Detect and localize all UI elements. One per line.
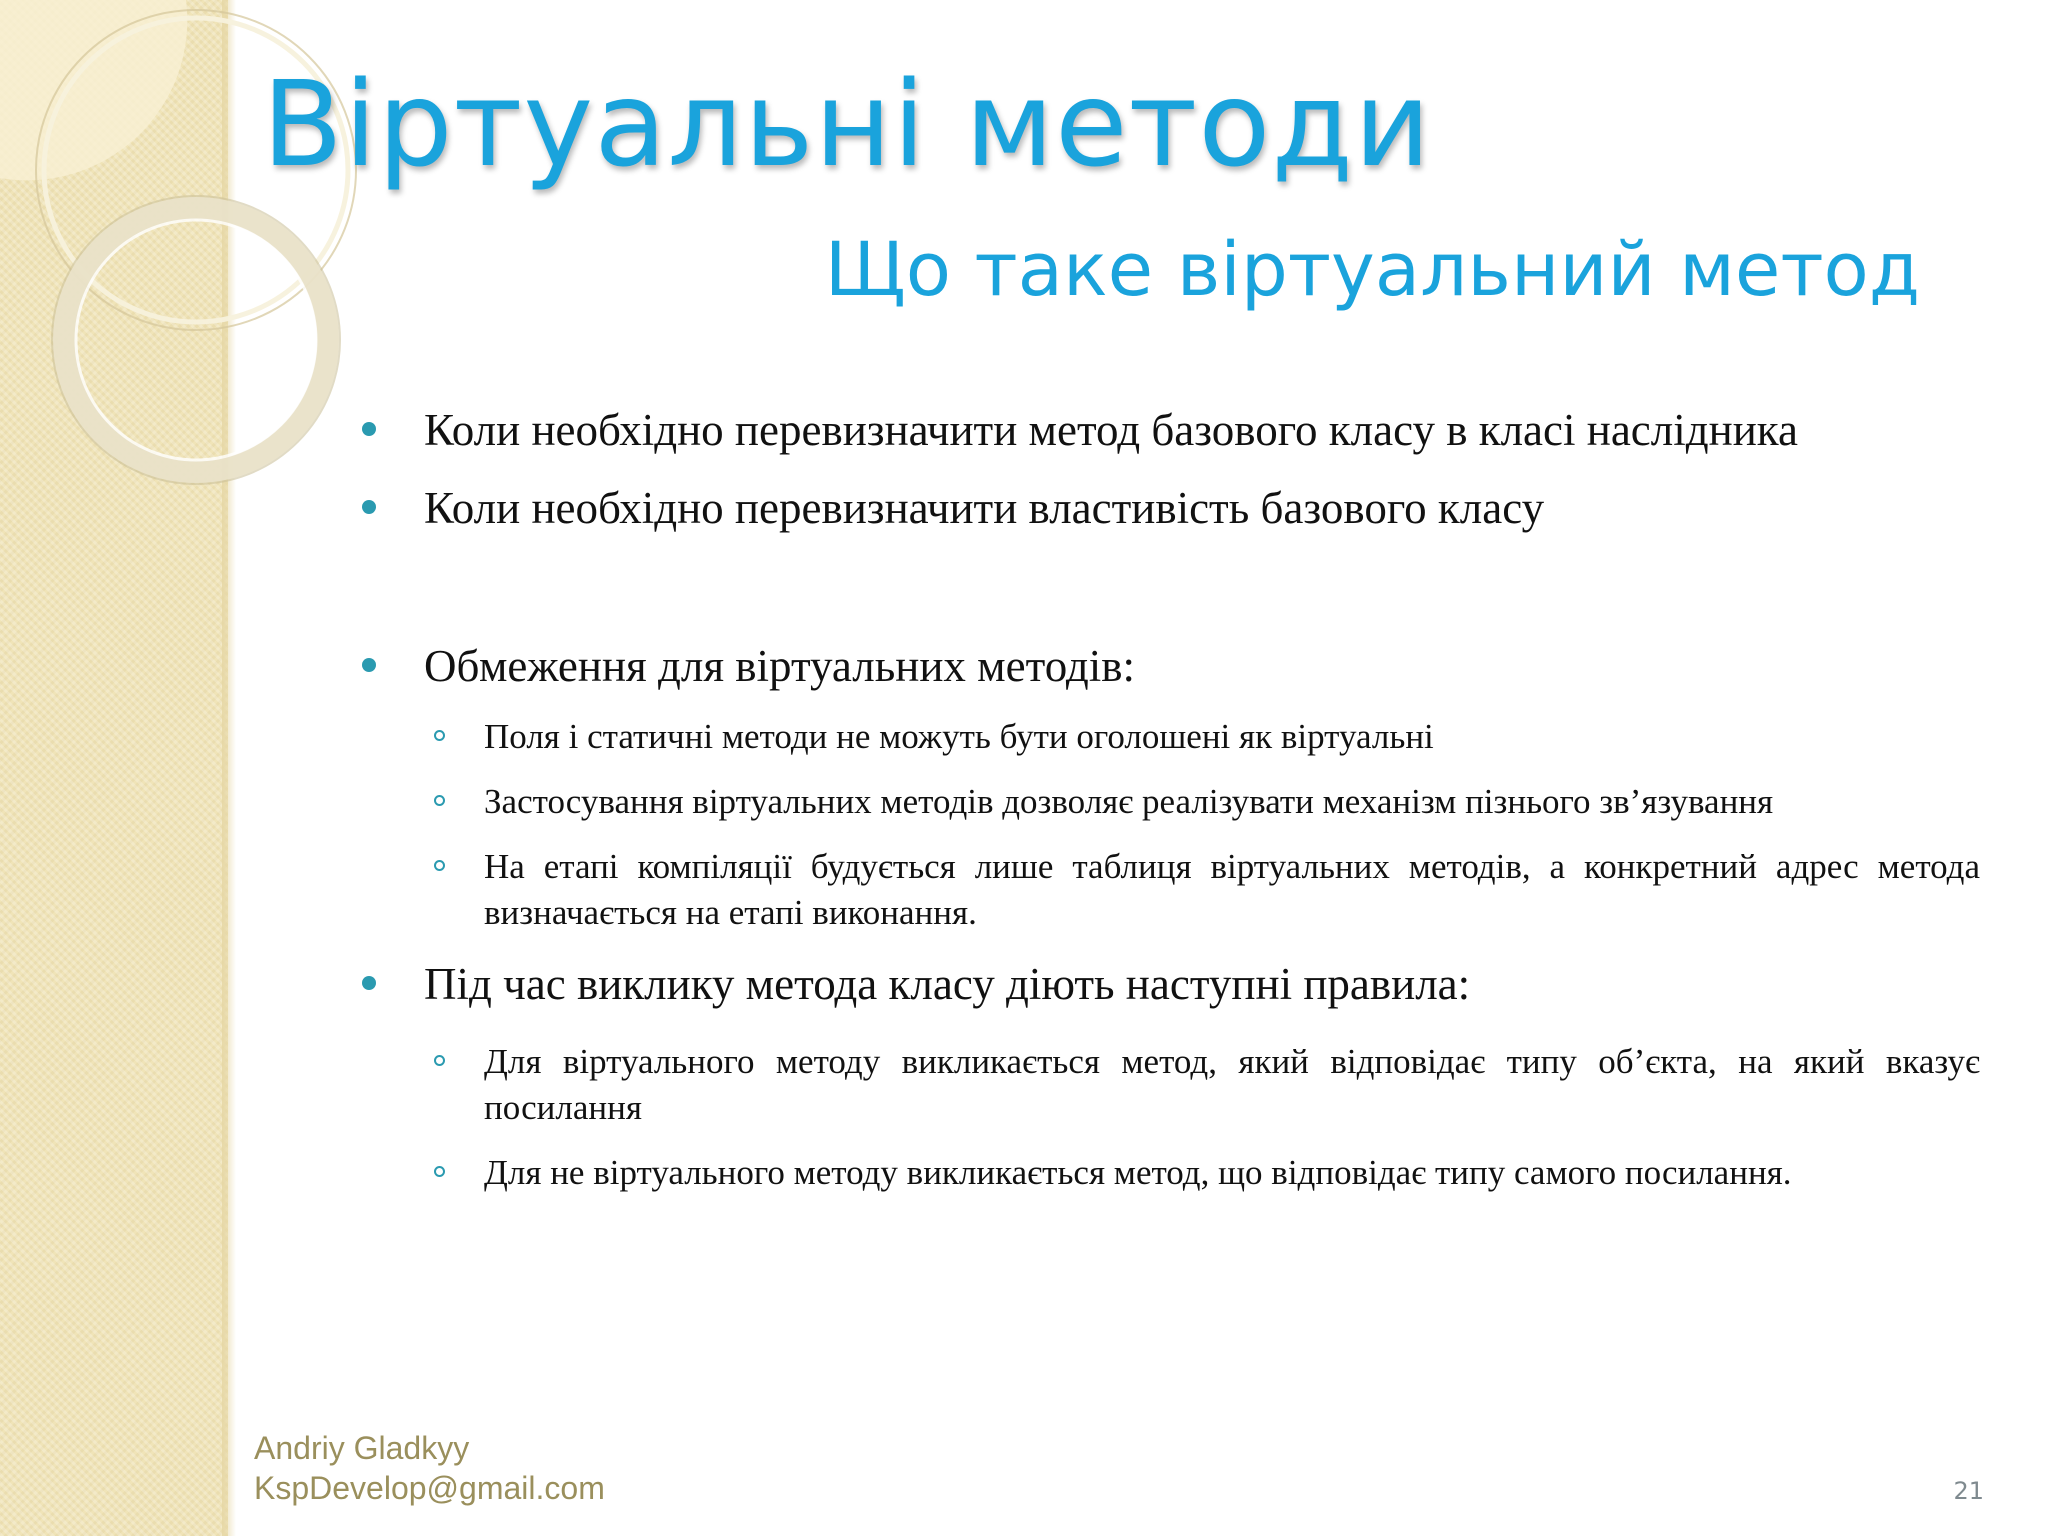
sub-bullet-ring-icon xyxy=(434,730,445,741)
bullet-text: Коли необхідно перевизначити метод базового класу в класі наслідника xyxy=(424,405,1798,455)
slide-title: Віртуальні методи xyxy=(262,55,1432,193)
footer-email: KspDevelop@gmail.com xyxy=(254,1470,605,1506)
bullet-item xyxy=(360,636,1980,696)
sub-bullet-item xyxy=(360,1039,1980,1131)
bullet-item xyxy=(360,954,1980,1014)
sub-bullet-text: На етапі компіляції будується лише таблиця віртуальних методів, а конкретний адрес метода визначається на етапі виконання. xyxy=(484,847,1980,932)
bullet-item xyxy=(360,478,1980,538)
sub-bullet-ring-icon xyxy=(434,795,445,806)
bullet-text: Обмеження для віртуальних методів: xyxy=(424,641,1136,691)
footer-author: Andriy Gladkyy xyxy=(254,1430,470,1466)
bullet-dot-icon xyxy=(362,976,376,990)
bullet-text: Під час виклику метода класу діють наступні правила: xyxy=(424,959,1471,1009)
sub-bullet-text: Для віртуального методу викликається метод, який відповідає типу об’єкта, на який вказує посилання xyxy=(484,1042,1980,1127)
sub-bullet-text: Застосування віртуальних методів дозволяє реалізувати механізм пізнього зв’язування xyxy=(484,782,1774,821)
sub-bullet-item xyxy=(360,779,1980,825)
sub-bullet-item xyxy=(360,1150,1980,1196)
sub-bullet-text: Для не віртуального методу викликається метод, що відповідає типу самого посилання. xyxy=(484,1153,1792,1192)
sub-bullet-ring-icon xyxy=(434,860,445,871)
bullet-dot-icon xyxy=(362,422,376,436)
slide-subtitle: Що таке віртуальний метод xyxy=(824,227,1920,313)
slide-content xyxy=(360,400,1980,1196)
sub-bullet-ring-icon xyxy=(434,1055,445,1066)
bullet-text: Коли необхідно перевизначити властивість базового класу xyxy=(424,483,1545,533)
sub-bullet-ring-icon xyxy=(434,1166,445,1177)
sub-bullet-item xyxy=(360,714,1980,760)
sub-bullet-text: Поля і статичні методи не можуть бути оголошені як віртуальні xyxy=(484,717,1434,756)
sub-bullet-item xyxy=(360,844,1980,936)
bullet-dot-icon xyxy=(362,658,376,672)
bullet-dot-icon xyxy=(362,500,376,514)
page-number: 21 xyxy=(1953,1477,1984,1505)
bullet-item xyxy=(360,400,1980,460)
